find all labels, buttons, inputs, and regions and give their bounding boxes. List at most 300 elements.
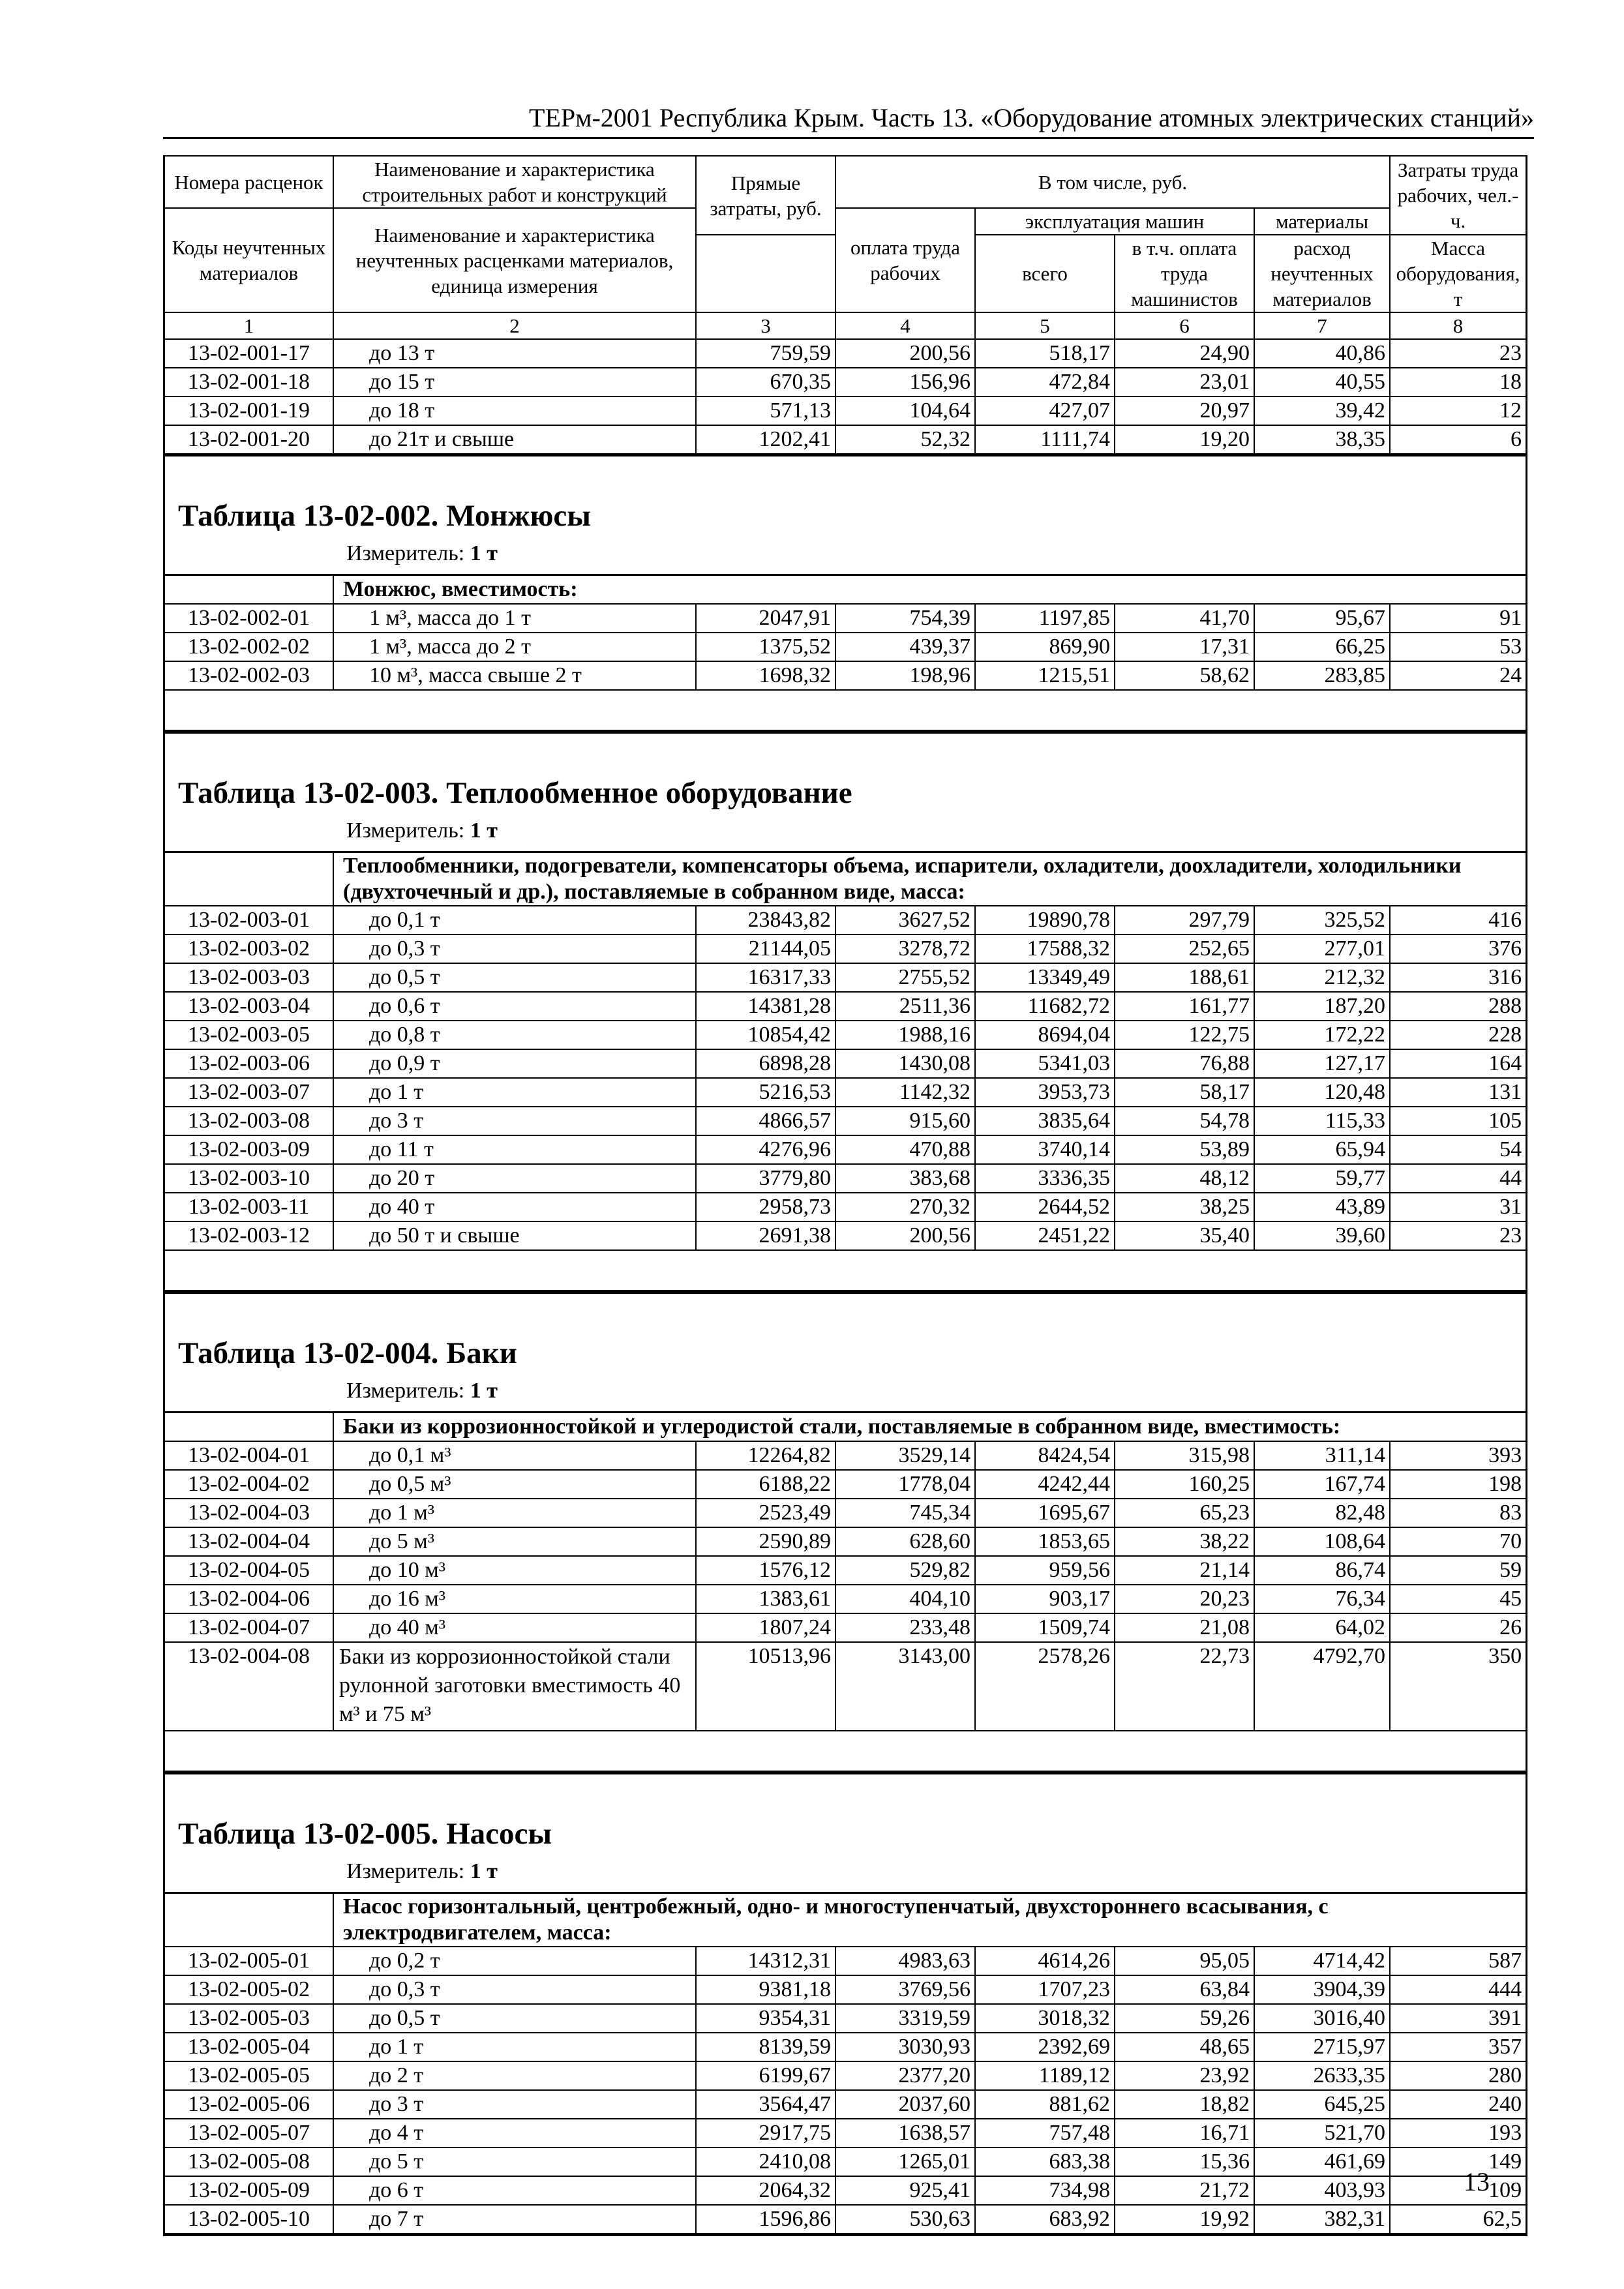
table-row (165, 1499, 1526, 1527)
rate-name: до 40 м³ (333, 1613, 696, 1642)
worker-pay: 530,63 (835, 2205, 975, 2234)
group-code-cell (165, 575, 333, 605)
table-row (165, 1135, 1526, 1164)
group-heading: Теплообменники, подогреватели, компенсаторы объема, испарители, охладители, доохладители, холодильники (двухточечный и др.), поставляемые в собранном виде, масса: (333, 852, 1526, 906)
operator-pay: 252,65 (1115, 935, 1254, 963)
header-operator-pay: в т.ч. оплата труда машинистов (1115, 235, 1254, 312)
rate-code: 13-02-004-08 (165, 1642, 333, 1731)
worker-pay: 745,34 (835, 1499, 975, 1527)
operator-pay: 21,14 (1115, 1556, 1254, 1585)
labor-costs: 198 (1390, 1470, 1526, 1499)
worker-pay: 404,10 (835, 1585, 975, 1613)
operator-pay: 188,61 (1115, 963, 1254, 992)
table-row (165, 661, 1526, 690)
header-materials-consumption: расход неучтенных материалов (1254, 235, 1390, 312)
table-row (165, 1164, 1526, 1193)
rate-name: до 40 т (333, 1193, 696, 1221)
direct-costs: 14381,28 (696, 992, 835, 1021)
page-number: 13 (1464, 2167, 1490, 2196)
machine-total: 1111,74 (975, 425, 1115, 454)
unit-label: Измеритель: (346, 541, 465, 565)
machine-total: 11682,72 (975, 992, 1115, 1021)
labor-costs: 109 (1390, 2176, 1526, 2205)
worker-pay: 439,37 (835, 633, 975, 661)
rate-code: 13-02-003-04 (165, 992, 333, 1021)
rate-code: 13-02-005-03 (165, 2004, 333, 2033)
rate-name: Баки из коррозионностойкой стали рулонной заготовки вместимость 40 м³ и 75 м³ (333, 1642, 696, 1731)
direct-costs: 759,59 (696, 339, 835, 368)
operator-pay: 58,62 (1115, 661, 1254, 690)
group-row (165, 1413, 1526, 1442)
rate-name: 1 м³, масса до 2 т (333, 633, 696, 661)
labor-costs: 416 (1390, 906, 1526, 935)
operator-pay: 65,23 (1115, 1499, 1254, 1527)
machine-total: 2644,52 (975, 1193, 1115, 1221)
table-row (165, 2205, 1526, 2234)
materials-cost: 95,67 (1254, 604, 1390, 633)
table-row (165, 633, 1526, 661)
direct-costs: 1576,12 (696, 1556, 835, 1585)
direct-costs: 12264,82 (696, 1441, 835, 1470)
machine-total: 734,98 (975, 2176, 1115, 2205)
rate-name: до 0,9 т (333, 1049, 696, 1078)
rate-code: 13-02-003-11 (165, 1193, 333, 1221)
group-heading: Насос горизонтальный, центробежный, одно- и многоступенчатый, двухстороннего всасывания, с электродвигателем, масса: (333, 1893, 1526, 1947)
worker-pay: 1142,32 (835, 1078, 975, 1107)
labor-costs: 70 (1390, 1527, 1526, 1556)
worker-pay: 3769,56 (835, 1975, 975, 2004)
header-codes: Коды неучтенных материалов (165, 208, 333, 312)
direct-costs: 9354,31 (696, 2004, 835, 2033)
machine-total: 881,62 (975, 2090, 1115, 2119)
rate-name: до 5 т (333, 2147, 696, 2176)
labor-costs: 350 (1390, 1642, 1526, 1731)
rate-code: 13-02-003-09 (165, 1135, 333, 1164)
machine-total: 1189,12 (975, 2061, 1115, 2090)
operator-pay: 23,01 (1115, 368, 1254, 396)
rate-code: 13-02-004-03 (165, 1499, 333, 1527)
rate-code: 13-02-003-05 (165, 1021, 333, 1049)
rate-name: до 6 т (333, 2176, 696, 2205)
rate-name: до 5 м³ (333, 1527, 696, 1556)
rate-name: до 16 м³ (333, 1585, 696, 1613)
group-heading: Монжюс, вместимость: (333, 575, 1526, 605)
group-row (165, 1893, 1526, 1947)
machine-total: 8694,04 (975, 1021, 1115, 1049)
rate-code: 13-02-004-01 (165, 1441, 333, 1470)
rate-code: 13-02-005-09 (165, 2176, 333, 2205)
rate-code: 13-02-005-10 (165, 2205, 333, 2234)
section-spacer (165, 691, 1526, 732)
labor-costs: 53 (1390, 633, 1526, 661)
machine-total: 1509,74 (975, 1613, 1115, 1642)
rate-code: 13-02-005-02 (165, 1975, 333, 2004)
direct-costs: 2590,89 (696, 1527, 835, 1556)
machine-total: 4242,44 (975, 1470, 1115, 1499)
materials-cost: 4714,42 (1254, 1947, 1390, 1975)
rate-code: 13-02-001-19 (165, 396, 333, 425)
worker-pay: 925,41 (835, 2176, 975, 2205)
worker-pay: 915,60 (835, 1107, 975, 1135)
labor-costs: 131 (1390, 1078, 1526, 1107)
labor-costs: 62,5 (1390, 2205, 1526, 2234)
column-number: 4 (835, 312, 975, 339)
rate-name: до 7 т (333, 2205, 696, 2234)
rate-code: 13-02-005-04 (165, 2033, 333, 2061)
operator-pay: 23,92 (1115, 2061, 1254, 2090)
unit-line (165, 1369, 1526, 1411)
rate-code: 13-02-002-03 (165, 661, 333, 690)
materials-cost: 76,34 (1254, 1585, 1390, 1613)
operator-pay: 21,08 (1115, 1613, 1254, 1642)
labor-costs: 393 (1390, 1441, 1526, 1470)
rate-code: 13-02-003-03 (165, 963, 333, 992)
operator-pay: 161,77 (1115, 992, 1254, 1021)
table-row (165, 1947, 1526, 1975)
operator-pay: 315,98 (1115, 1441, 1254, 1470)
direct-costs: 10513,96 (696, 1642, 835, 1731)
rate-name: до 0,5 т (333, 2004, 696, 2033)
header-labor-costs: Затраты труда рабочих, чел.-ч. (1390, 156, 1526, 235)
rate-name: до 11 т (333, 1135, 696, 1164)
rate-name: до 3 т (333, 2090, 696, 2119)
column-number: 3 (696, 312, 835, 339)
worker-pay: 3030,93 (835, 2033, 975, 2061)
operator-pay: 63,84 (1115, 1975, 1254, 2004)
worker-pay: 198,96 (835, 661, 975, 690)
rate-name: до 0,2 т (333, 1947, 696, 1975)
table-row (165, 935, 1526, 963)
section-spacer (165, 1251, 1526, 1292)
rate-name: до 0,1 т (333, 906, 696, 935)
operator-pay: 38,25 (1115, 1193, 1254, 1221)
operator-pay: 59,26 (1115, 2004, 1254, 2033)
worker-pay: 104,64 (835, 396, 975, 425)
materials-cost: 167,74 (1254, 1470, 1390, 1499)
rate-name: до 0,6 т (333, 992, 696, 1021)
direct-costs: 670,35 (696, 368, 835, 396)
labor-costs: 23 (1390, 339, 1526, 368)
materials-cost: 172,22 (1254, 1021, 1390, 1049)
machine-total: 19890,78 (975, 906, 1115, 935)
table-row (165, 1441, 1526, 1470)
operator-pay: 48,65 (1115, 2033, 1254, 2061)
labor-costs: 357 (1390, 2033, 1526, 2061)
rate-table (165, 1411, 1526, 1731)
materials-cost: 120,48 (1254, 1078, 1390, 1107)
group-code-cell (165, 1413, 333, 1442)
rate-code: 13-02-004-04 (165, 1527, 333, 1556)
machine-total: 13349,49 (975, 963, 1115, 992)
machine-total: 903,17 (975, 1585, 1115, 1613)
operator-pay: 58,17 (1115, 1078, 1254, 1107)
materials-cost: 645,25 (1254, 2090, 1390, 2119)
materials-cost: 115,33 (1254, 1107, 1390, 1135)
operator-pay: 54,78 (1115, 1107, 1254, 1135)
unit-line (165, 1850, 1526, 1892)
table-row (165, 1193, 1526, 1221)
direct-costs: 2691,38 (696, 1221, 835, 1250)
direct-costs: 571,13 (696, 396, 835, 425)
table-row (165, 396, 1526, 425)
labor-costs: 228 (1390, 1021, 1526, 1049)
table-row (165, 906, 1526, 935)
materials-cost: 108,64 (1254, 1527, 1390, 1556)
rate-code: 13-02-003-08 (165, 1107, 333, 1135)
unit-label: Измеритель: (346, 1859, 465, 1883)
direct-costs: 6898,28 (696, 1049, 835, 1078)
labor-costs: 376 (1390, 935, 1526, 963)
rate-name: 10 м³, масса свыше 2 т (333, 661, 696, 690)
direct-costs: 14312,31 (696, 1947, 835, 1975)
unit-line (165, 809, 1526, 851)
table-row (165, 2004, 1526, 2033)
worker-pay: 1988,16 (835, 1021, 975, 1049)
rate-table-section (165, 1292, 1526, 1773)
direct-costs: 4276,96 (696, 1135, 835, 1164)
operator-pay: 15,36 (1115, 2147, 1254, 2176)
worker-pay: 200,56 (835, 1221, 975, 1250)
materials-cost: 4792,70 (1254, 1642, 1390, 1731)
materials-cost: 66,25 (1254, 633, 1390, 661)
operator-pay: 16,71 (1115, 2119, 1254, 2147)
header-title: ТЕРм-2001 Республика Крым. Часть 13. «Оборудование атомных электрических станций» (529, 103, 1534, 132)
worker-pay: 754,39 (835, 604, 975, 633)
worker-pay: 4983,63 (835, 1947, 975, 1975)
table-row (165, 1049, 1526, 1078)
unit-value: 1 т (470, 1379, 498, 1403)
machine-total: 683,38 (975, 2147, 1115, 2176)
worker-pay: 156,96 (835, 368, 975, 396)
materials-cost: 127,17 (1254, 1049, 1390, 1078)
machine-total: 3336,35 (975, 1164, 1115, 1193)
table-row (165, 2147, 1526, 2176)
rate-table (165, 851, 1526, 1251)
labor-costs: 444 (1390, 1975, 1526, 2004)
materials-cost: 461,69 (1254, 2147, 1390, 2176)
direct-costs: 1807,24 (696, 1613, 835, 1642)
column-number: 8 (1390, 312, 1526, 339)
materials-cost: 43,89 (1254, 1193, 1390, 1221)
header-including: В том числе, руб. (835, 156, 1390, 208)
worker-pay: 1778,04 (835, 1470, 975, 1499)
labor-costs: 105 (1390, 1107, 1526, 1135)
machine-total: 869,90 (975, 633, 1115, 661)
worker-pay: 383,68 (835, 1164, 975, 1193)
unit-line (165, 532, 1526, 574)
worker-pay: 200,56 (835, 339, 975, 368)
running-header (163, 98, 1534, 139)
direct-costs: 2917,75 (696, 2119, 835, 2147)
operator-pay: 20,97 (1115, 396, 1254, 425)
direct-costs: 3779,80 (696, 1164, 835, 1193)
machine-total: 518,17 (975, 339, 1115, 368)
machine-total: 472,84 (975, 368, 1115, 396)
direct-costs: 23843,82 (696, 906, 835, 935)
table-row (165, 1527, 1526, 1556)
direct-costs: 1202,41 (696, 425, 835, 454)
materials-cost: 283,85 (1254, 661, 1390, 690)
rate-code: 13-02-003-10 (165, 1164, 333, 1193)
materials-cost: 59,77 (1254, 1164, 1390, 1193)
worker-pay: 628,60 (835, 1527, 975, 1556)
document-body (163, 155, 1527, 2236)
machine-total: 757,48 (975, 2119, 1115, 2147)
labor-costs: 288 (1390, 992, 1526, 1021)
rate-code: 13-02-004-06 (165, 1585, 333, 1613)
machine-total: 427,07 (975, 396, 1115, 425)
labor-costs: 54 (1390, 1135, 1526, 1164)
materials-cost: 311,14 (1254, 1441, 1390, 1470)
operator-pay: 53,89 (1115, 1135, 1254, 1164)
rate-name: до 1 т (333, 1078, 696, 1107)
labor-costs: 6 (1390, 425, 1526, 454)
section-title: Таблица 13-02-002. Монжюсы (178, 499, 591, 533)
rate-code: 13-02-002-01 (165, 604, 333, 633)
labor-costs: 164 (1390, 1049, 1526, 1078)
labor-costs: 44 (1390, 1164, 1526, 1193)
labor-costs: 316 (1390, 963, 1526, 992)
direct-costs: 10854,42 (696, 1021, 835, 1049)
machine-total: 17588,32 (975, 935, 1115, 963)
rate-code: 13-02-001-18 (165, 368, 333, 396)
column-number: 1 (165, 312, 333, 339)
table-row (165, 2090, 1526, 2119)
materials-cost: 403,93 (1254, 2176, 1390, 2205)
section-title: Таблица 13-02-003. Теплообменное оборудование (178, 776, 852, 810)
header-worker-pay: оплата труда рабочих (835, 208, 975, 312)
direct-costs: 2047,91 (696, 604, 835, 633)
group-row (165, 852, 1526, 906)
operator-pay: 76,88 (1115, 1049, 1254, 1078)
direct-costs: 1698,32 (696, 661, 835, 690)
operator-pay: 122,75 (1115, 1021, 1254, 1049)
worker-pay: 2037,60 (835, 2090, 975, 2119)
labor-costs: 391 (1390, 2004, 1526, 2033)
rate-code: 13-02-005-05 (165, 2061, 333, 2090)
rate-name: до 10 м³ (333, 1556, 696, 1585)
machine-total: 3018,32 (975, 2004, 1115, 2033)
labor-costs: 12 (1390, 396, 1526, 425)
operator-pay: 38,22 (1115, 1527, 1254, 1556)
labor-costs: 149 (1390, 2147, 1526, 2176)
table-row (165, 1078, 1526, 1107)
table-row (165, 339, 1526, 368)
table-row (165, 2119, 1526, 2147)
labor-costs: 59 (1390, 1556, 1526, 1585)
operator-pay: 35,40 (1115, 1221, 1254, 1250)
operator-pay: 41,70 (1115, 604, 1254, 633)
group-heading: Баки из коррозионностойкой и углеродистой стали, поставляемые в собранном виде, вместимость: (333, 1413, 1526, 1442)
worker-pay: 3319,59 (835, 2004, 975, 2033)
table-row (165, 1470, 1526, 1499)
rate-name: до 21т и свыше (333, 425, 696, 454)
header-direct-costs: Прямые затраты, руб. (696, 156, 835, 235)
unit-label: Измеритель: (346, 818, 465, 843)
worker-pay: 270,32 (835, 1193, 975, 1221)
materials-cost: 3016,40 (1254, 2004, 1390, 2033)
operator-pay: 95,05 (1115, 1947, 1254, 1975)
materials-cost: 40,55 (1254, 368, 1390, 396)
operator-pay: 19,92 (1115, 2205, 1254, 2234)
rate-code: 13-02-002-02 (165, 633, 333, 661)
table-row (165, 1556, 1526, 1585)
table-row (165, 1585, 1526, 1613)
operator-pay: 21,72 (1115, 2176, 1254, 2205)
rate-name: до 15 т (333, 368, 696, 396)
rate-name: до 3 т (333, 1107, 696, 1135)
machine-total: 8424,54 (975, 1441, 1115, 1470)
materials-cost: 521,70 (1254, 2119, 1390, 2147)
operator-pay: 48,12 (1115, 1164, 1254, 1193)
rate-name: до 2 т (333, 2061, 696, 2090)
rate-code: 13-02-001-17 (165, 339, 333, 368)
unit-label: Измеритель: (346, 1379, 465, 1403)
section-title: Таблица 13-02-005. Насосы (178, 1817, 552, 1851)
column-header-table (165, 155, 1526, 455)
table-row (165, 604, 1526, 633)
direct-costs: 1383,61 (696, 1585, 835, 1613)
rate-code: 13-02-004-02 (165, 1470, 333, 1499)
rate-table-section (165, 1773, 1526, 2236)
worker-pay: 3143,00 (835, 1642, 975, 1731)
materials-cost: 40,86 (1254, 339, 1390, 368)
materials-cost: 38,35 (1254, 425, 1390, 454)
rate-code: 13-02-003-07 (165, 1078, 333, 1107)
rate-table-section (165, 732, 1526, 1292)
header-rate-numbers: Номера расценок (165, 156, 333, 208)
sections-container (165, 455, 1526, 2236)
section-spacer (165, 2234, 1526, 2236)
machine-total: 3740,14 (975, 1135, 1115, 1164)
table-row (165, 2061, 1526, 2090)
column-number: 2 (333, 312, 696, 339)
rate-name: до 1 т (333, 2033, 696, 2061)
rate-name: до 13 т (333, 339, 696, 368)
section-spacer (165, 1731, 1526, 1773)
operator-pay: 17,31 (1115, 633, 1254, 661)
table-row (165, 2033, 1526, 2061)
materials-cost: 2633,35 (1254, 2061, 1390, 2090)
section-title: Таблица 13-02-004. Баки (178, 1336, 517, 1370)
rate-name: до 20 т (333, 1164, 696, 1193)
unit-value: 1 т (470, 818, 498, 843)
table-row (165, 1107, 1526, 1135)
direct-costs: 1375,52 (696, 633, 835, 661)
machine-total: 2451,22 (975, 1221, 1115, 1250)
worker-pay: 1265,01 (835, 2147, 975, 2176)
column-number: 6 (1115, 312, 1254, 339)
labor-costs: 26 (1390, 1613, 1526, 1642)
materials-cost: 39,42 (1254, 396, 1390, 425)
header-materials: материалы (1254, 208, 1390, 235)
rate-table (165, 1892, 1526, 2234)
materials-cost: 65,94 (1254, 1135, 1390, 1164)
materials-cost: 39,60 (1254, 1221, 1390, 1250)
labor-costs: 18 (1390, 368, 1526, 396)
worker-pay: 233,48 (835, 1613, 975, 1642)
table-row (165, 425, 1526, 454)
machine-total: 2392,69 (975, 2033, 1115, 2061)
worker-pay: 1430,08 (835, 1049, 975, 1078)
rate-name: до 1 м³ (333, 1499, 696, 1527)
rate-code: 13-02-003-06 (165, 1049, 333, 1078)
group-code-cell (165, 1893, 333, 1947)
worker-pay: 3627,52 (835, 906, 975, 935)
group-row (165, 575, 1526, 605)
direct-costs: 1596,86 (696, 2205, 835, 2234)
direct-costs: 16317,33 (696, 963, 835, 992)
